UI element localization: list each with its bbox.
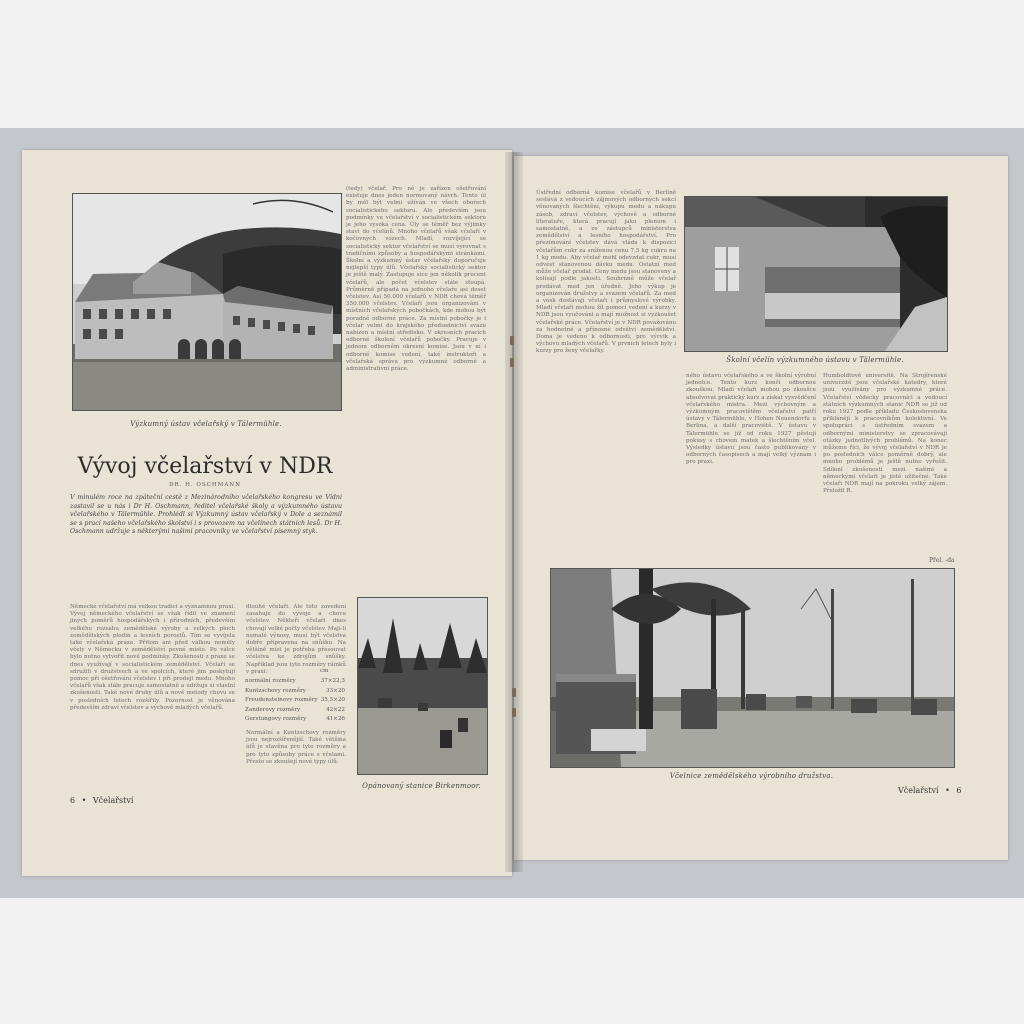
translator-note: Přel. -da <box>929 557 955 564</box>
left-page-column-2: dlouhé včelaři. Ale toto zavedení zasahuje do vývoje a chovu včelstev. Někteří včelaři dnes chovají velké počty včelstev. Mají-li nemalé výnosy, musí být včelstva dobře připravena na snůšku. Na většině míst je potřeba přesouvat včelstva ke zdrojům snůšky. Například jsou tyto rozměry rámků v praxi: <box>246 604 346 675</box>
page-gutter <box>505 152 523 872</box>
page-number: 6 <box>70 796 76 805</box>
article-title: Vývoj včelařství v NDR <box>77 454 333 479</box>
table-row: Kuntzschovy rozměry 33×20 <box>245 687 345 694</box>
binding-mark <box>512 688 516 697</box>
caption-school-apiary: Školní včelín výzkumného ústavu v Tälermühle. <box>726 356 904 364</box>
photo-research-institute <box>72 193 342 411</box>
binding-mark <box>510 358 514 367</box>
left-folio: 6 • Včelařství <box>70 796 134 805</box>
binding-mark <box>512 708 516 717</box>
binding-mark <box>510 336 514 345</box>
photo-school-apiary <box>684 196 948 352</box>
table-row: normální rozměry 37×22,3 <box>245 678 345 684</box>
caption-bee-station: Opánovaný stanice Birkenmoor. <box>362 782 481 790</box>
right-page-column-1: Ústřední odborná komise včelařů v Berlíně sestává z vedoucích zájmových odborných sekcí věnovaných šlechtění, výkupu medu a nákupu zásob, zdraví včelstev, výchově a odborné literatuře, která pracují jako plenum i samostatně, a ze zástupců ministerstva zemědělství a lesního hospodářství. Pro přezimování včelstev dává vláda k dispozici včelařům cukr za sníženou cenu 7,5 kg cukru na 1 kg medu. Aby včelař mohl odevzdat cukr, musí odvést stanovenou dávku medu. Ostatní med může včelař prodat. Ceny medu jsou stanoveny a kolísají podle jakosti. Souhrnně může včelař prodávat med jen úředně. Jeho výkup je organizován družstvy a svazem včelařů. Za med a vosk dostávají včelaři i průmyslové výrobky. Mladí včelaři mohou žít pomocí vedení a kurzy v NDR jsou vyučováni a mají možnost si vyzkoušet včelařské práce. Včelařství je v NDR považováno za hodnotné a přínosné odvětví zemědělství. Doma je vedeno k odbornosti, pro výcvik a výchovu mladých včelařů. V prvních letech byly i kurzy pro ženy včelařky. <box>536 190 676 355</box>
right-page-column-2: ného ústavu včelařského a ve školní výrobní jednotce. Tento kurz končí odbornou zkouškou. Mladí včelaři mohou po zkoušce absolvovat praktický kurz a získat vysvědčení včelařského mistra. Mezi výchovným a výzkumným pracovištěm včelařství patří ústavy v Tálermühle, v Hohen Neuendorfu u Berlína, a další pracoviště. V ústavu v Tálermühle se již od roku 1927 pěstují pokusy s chovem matek a šlechtěním včel. Výsledky ústavu jsou často publikovány v odborných časopisech a mají velký význam i pro praxi. <box>686 373 816 466</box>
table-row: Gerstungovy rozměry 41×26 <box>245 716 345 722</box>
table-unit-header: cm <box>320 668 329 674</box>
article-byline: DR. H. OSCHMANN <box>169 482 241 488</box>
frame-size-table <box>245 677 345 725</box>
left-page-column-1: Německé včelařství má velkou tradici a významnou praxi. Vývoj německého včelařství se však řídil ve znamení jiných poměrů hospodářských i přírodních, především velkého rozsahu zemědělské výroby a velkých ploch zemědělských plodin a lesních porostů. Tím se vyvíjela také včelařská praxe. Přitom ani před válkou neměly včely v Německu v zemědělství pevné místo. Po válce bylo nutno vytvořit nové podmínky. Zkušenosti z praxe se dnes využívají v socialistickém zemědělství. Včelaři se sdružili v družstvech a ve spolcích, které jim poskytují pomoc při ošetřování včelstev i při prodeji medu. Mnoho včelařů však stále pracuje samostatně a udržuje si vlastní zkušenosti. Také nové druhy úlů a nové metody chovu se v posledních letech rozšířily. Pozornost je věnována především zdraví včelstev a výchově mladých včelařů. <box>70 604 235 711</box>
article-intro: V minulém roce na zpáteční cestě z Mezinárodního včelařského kongresu ve Vídni zastavil se u nás i Dr H. Oschmann, ředitel včelařské školy a výzkumného ústavu včelařského v Tälermühle. Prohlédl si Výzkumný ústav včelařský v Dole a seznámil se s prací našeho včelařského školství i s provozem na včelínech státních lesů. Dr H. Oschmann udržuje s některými našimi pracovníky ve včelařství písemný styk. <box>70 494 342 536</box>
table-row: Freudensteinovy rozměry 35,5×20 <box>245 697 345 703</box>
caption-cooperative-apiary: Včelnice zemědělského výrobního družstva. <box>669 772 834 780</box>
right-folio: Včelařství • 6 <box>898 786 962 795</box>
left-page-column-2b: Normální a Kuntzschovy rozměry jsou nejrozšířenější. Také většina úlů je stavěna pro tyto rozměry a pro tyto způsoby práce s včelami. Přesto se zkoušejí nové typy úlů. <box>246 730 346 765</box>
right-page-column-3: Humboldtově universitě. Na Strojírenské univerzitě jsou včelařské katedry, které jsou využívány pro výzkumné práce. Včelařství vědecky pracovníci a vedoucí státních výzkumných stanic NDR se již od roku 1927 podle příkladu Československa přiklánějí k pracovníkům kolektivní. Ve spolupráci s ústředním svazem a odbornými ministerstvy se zpracovávají otázky jednotlivých problémů. Na konec můžeme říci, že vývoj včelařství v NDR je po posledních válce poměrně dobrý, ale mnoho problémů je ještě nutno vyřešit. Sdílení zkušeností mezi našimi a německými včelaři je jistě užitečné. Také včelaři NDR mají na pokroku velký zájem. Přeložil R. <box>823 373 947 495</box>
caption-research-institute: Výzkumný ústav včelařský v Tálermühle. <box>130 420 282 428</box>
page-number: 6 <box>956 786 962 795</box>
photo-cooperative-apiary <box>550 568 955 768</box>
magazine-title: Včelařství <box>898 786 939 795</box>
magazine-title: Včelařství <box>92 796 134 805</box>
table-row: Zanderovy rozměry 42×22 <box>245 706 345 713</box>
left-page-column-3: (tedy) včelař. Pro ně je zařízen ošetřování existuje dnes jeden normovaný návrh. Tento úl by měl být velmi užíván ve všech oborech socialistického sektoru. Ale především jsou podmínky ve včelařství v socialistickém sektoru je jeho vysoká cena. Úly se téměř bez výjimky staví do včelínů. Mnoho včelařů však včelaří v kočovných vozech. Mladí, rozvíjející se socialistický sektor včelařství se musí vyrovnat s tradičními způsoby a hospodářskými stránkami. Školní a výzkumný ústav včelařský doporučuje nejlepší typy úlů. Včelařský socialistický sektor je ještě malý. Zastupuje sice jen několik procent včelařů, ale počet včelstev stále stoupá. Průměrně připadá na jednoho včelaře asi deset včelstev. Asi 50.000 včelařů v NDR chová téměř 350.000 včelstev. Včelaři jsou organizováni v místních včelařských pobočkách, kde mohou být poradně odborné práce. Za místní pobočky je i včelař velmi do krajského předsednictví svazu nabízen a místní středisko. V okresních pracích odborné školení včelařů pobočky. Pracuje v jednom odborném okresní komise. Jsou v ní i odborné komise vedení, také instruktoři a včelařská správa pro výzkumné odborné a administrativní práce. <box>346 186 486 373</box>
photo-bee-station <box>357 597 488 775</box>
